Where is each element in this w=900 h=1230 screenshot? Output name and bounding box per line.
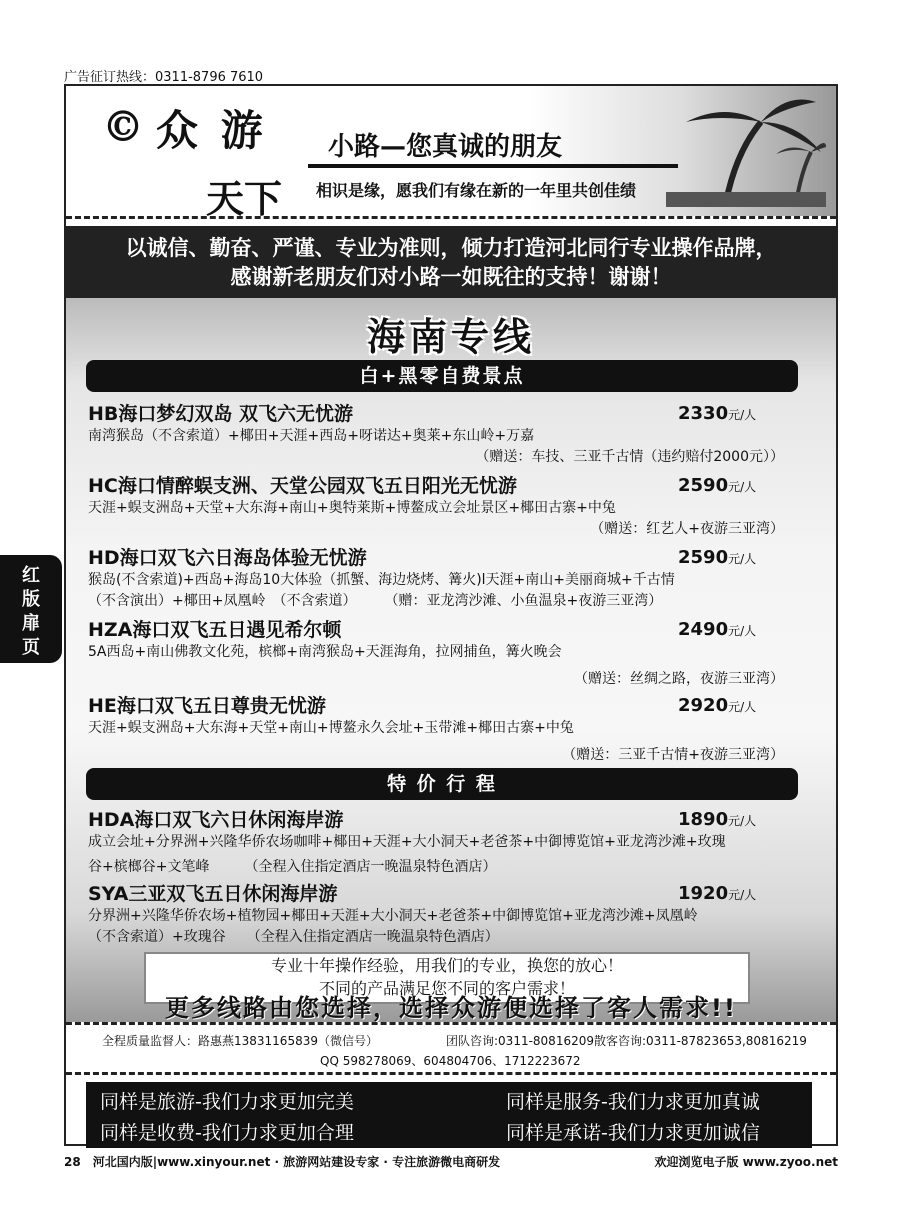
route-itinerary: （不含演出）+椰田+凤凰岭 （不含索道） （赠：亚龙湾沙滩、小鱼温泉+夜游三亚湾） — [88, 593, 663, 609]
promise-panel — [86, 1082, 812, 1148]
route-itinerary: 天涯+蜈支洲岛+天堂+大东海+南山+奥特莱斯+博鳌成立会址景区+椰田古寨+中兔 — [88, 500, 616, 516]
route-item — [88, 546, 788, 612]
route-item — [88, 474, 788, 540]
route-itinerary: 南湾猴岛（不含索道）+椰田+天涯+西岛+呀诺达+奥莱+东山岭+万嘉 — [88, 428, 535, 444]
route-itinerary: （不含索道）+玫瑰谷 （全程入住指定酒店一晚温泉特色酒店） — [88, 929, 499, 945]
route-price: 2330元/人 — [678, 403, 757, 424]
route-item — [88, 402, 788, 468]
dashed-divider — [66, 1072, 836, 1078]
banner-line: 以诚信、勤奋、严谨、专业为准则，倾力打造河北同行专业操作品牌， — [125, 236, 777, 260]
route-name: HC海口情醉蜈支洲、天堂公园双飞五日阳光无忧游 — [88, 475, 517, 497]
promise-line: 同样是服务-我们力求更加真诚 — [506, 1091, 760, 1113]
route-name: HDA海口双飞六日休闲海岸游 — [88, 809, 344, 831]
route-itinerary: 谷+槟榔谷+文笔峰 （全程入住指定酒店一晚温泉特色酒店） — [88, 859, 497, 875]
side-tab-char: 页 — [22, 637, 40, 658]
slogan-divider — [308, 164, 678, 168]
qq-numbers: QQ 598278069、604804706、1712223672 — [320, 1054, 581, 1068]
side-tab-char: 版 — [22, 589, 40, 610]
route-price: 1920元/人 — [678, 883, 757, 904]
category-pill-zero-fee: 白+黑零自费景点 — [86, 360, 798, 392]
route-gift: （赠送：车技、三亚千古情（违约赔付2000元）） — [475, 449, 784, 465]
ad-frame — [64, 84, 838, 1146]
side-tab-char: 扉 — [22, 613, 40, 634]
contact-info — [66, 1028, 836, 1072]
footer-left: 28 河北国内版|www.xinyour.net · 旅游网站建设专家 · 专注旅游微电商研发 — [64, 1155, 501, 1169]
section-title: 海南专线 — [366, 315, 535, 359]
banner-line: 感谢新老朋友们对小路一如既往的支持！谢谢！ — [230, 265, 672, 289]
route-item — [88, 808, 788, 878]
route-itinerary: 分界洲+兴隆华侨农场+植物园+椰田+天涯+大小洞天+老爸茶+中御博览馆+亚龙湾沙滩+凤凰岭 — [88, 908, 698, 924]
promise-line: 同样是收费-我们力求更加合理 — [100, 1122, 354, 1144]
route-name: HD海口双飞六日海岛体验无忧游 — [88, 547, 367, 569]
route-price: 1890元/人 — [678, 809, 757, 830]
logo-text: 众 游 — [156, 106, 267, 155]
promise-line: 同样是承诺-我们力求更加诚信 — [506, 1122, 760, 1144]
slogan-secondary: 相识是缘，愿我们有缘在新的一年里共创佳绩 — [316, 181, 637, 200]
route-price: 2920元/人 — [678, 695, 757, 716]
choice-slogan: 更多线路由您选择，选择众游便选择了客人需求!! — [165, 994, 737, 1022]
message-line: 不同的产品满足您不同的客户需求！ — [318, 979, 575, 998]
route-name: HB海口梦幻双岛 双飞六无忧游 — [88, 403, 353, 425]
footer-right: 欢迎浏览电子版 www.zyoo.net — [654, 1155, 838, 1169]
route-item — [88, 694, 788, 766]
route-gift: （赠送：丝绸之路，夜游三亚湾） — [574, 671, 784, 687]
message-line: 专业十年操作经验，用我们的专业，换您的放心！ — [270, 956, 623, 975]
route-name: HE海口双飞五日尊贵无忧游 — [88, 695, 326, 717]
route-itinerary: 猴岛(不含索道)+西岛+海岛10大体验（抓蟹、海边烧烤、篝火)l天涯+南山+美丽商城+千古情 — [88, 572, 675, 588]
route-name: HZA海口双飞五日遇见希尔顿 — [88, 619, 342, 641]
header — [66, 86, 836, 221]
routes-panel — [66, 298, 836, 1022]
route-itinerary: 成立会址+分界洲+兴隆华侨农场咖啡+椰田+天涯+大小洞天+老爸茶+中御博览馆+亚龙湾沙滩+玫瑰 — [88, 834, 726, 850]
route-price: 2590元/人 — [678, 475, 757, 496]
promise-line: 同样是旅游-我们力求更加完美 — [100, 1091, 354, 1113]
principle-banner — [66, 226, 836, 298]
route-item — [88, 618, 788, 690]
route-itinerary: 天涯+蜈支洲岛+大东海+天堂+南山+博鳌永久会址+玉带滩+椰田古寨+中兔 — [88, 720, 574, 736]
palm-tree-icon — [666, 92, 826, 207]
route-item — [88, 882, 788, 948]
route-gift: （赠送：三亚千古情+夜游三亚湾） — [562, 747, 784, 763]
supervisor-contact: 全程质量监督人：路惠燕13831165839（微信号） — [102, 1034, 378, 1048]
route-gift: （赠送：红艺人+夜游三亚湾） — [590, 521, 784, 537]
category-pill-special: 特 价 行 程 — [86, 768, 798, 800]
route-price: 2490元/人 — [678, 619, 757, 640]
side-tab — [0, 555, 62, 663]
ad-hotline: 广告征订热线：0311-8796 7610 — [64, 70, 264, 85]
logo-tianxia: 天下 — [206, 176, 283, 221]
side-tab-char: 红 — [22, 565, 40, 586]
dashed-divider — [66, 216, 836, 224]
consult-phones: 团队咨询:0311-80816209散客咨询:0311-87823653,80816219 — [446, 1034, 807, 1048]
route-itinerary: 5A西岛+南山佛教文化苑，槟榔+南湾猴岛+天涯海角，拉网捕鱼，篝火晚会 — [88, 644, 562, 660]
logo-mark: © — [102, 102, 144, 151]
route-name: SYA三亚双飞五日休闲海岸游 — [88, 883, 338, 905]
slogan-primary: 小路—您真诚的朋友 — [328, 132, 563, 162]
route-price: 2590元/人 — [678, 547, 757, 568]
